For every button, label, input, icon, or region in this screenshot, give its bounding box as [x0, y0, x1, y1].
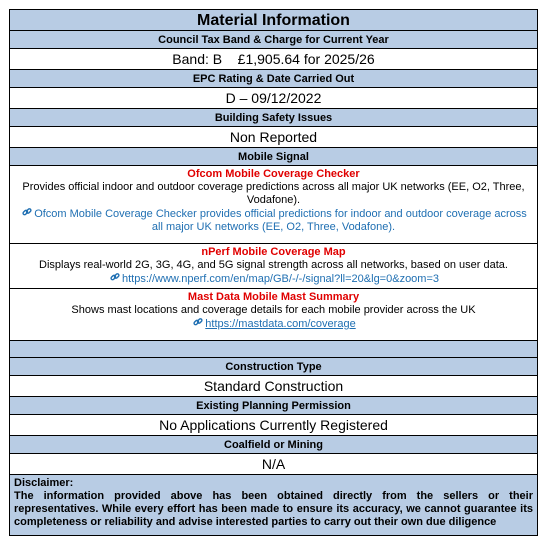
coalfield-header: Coalfield or Mining	[10, 436, 537, 454]
mastdata-link-text[interactable]: https://mastdata.com/coverage	[205, 318, 356, 330]
section-spacer	[10, 341, 537, 358]
link-chain-icon	[20, 207, 34, 221]
epc-header: EPC Rating & Date Carried Out	[10, 70, 537, 88]
nperf-link[interactable]	[16, 272, 531, 286]
ofcom-link[interactable]	[16, 207, 531, 234]
nperf-section	[10, 244, 537, 289]
nperf-name: nPerf Mobile Coverage Map	[201, 246, 346, 258]
nperf-link-text[interactable]: https://www.nperf.com/en/map/GB/-/-/signal?ll=20&lg=0&zoom=3	[121, 273, 440, 285]
mastdata-section	[10, 289, 537, 341]
disclaimer-heading: Disclaimer:	[14, 477, 74, 489]
mastdata-link[interactable]	[16, 317, 531, 331]
ofcom-link-text[interactable]: Ofcom Mobile Coverage Checker provides official predictions for indoor and outdoor coverage across all major UK networks (EE, O2, Three, Vodafone).	[34, 208, 527, 233]
link-chain-icon	[108, 272, 122, 286]
building-safety-header: Building Safety Issues	[10, 109, 537, 127]
council-tax-header: Council Tax Band & Charge for Current Year	[10, 31, 537, 49]
disclaimer-body: The information provided above has been obtained directly from the sellers or their representatives. While every effort has been made to ensure its accuracy, we cannot guarantee its completeness or reliability and advise interested parties to carry out their own due diligence	[14, 490, 533, 528]
planning-value: No Applications Currently Registered	[10, 415, 537, 436]
mastdata-description: Shows mast locations and coverage details for each mobile provider across the UK	[71, 304, 476, 316]
material-information-table	[9, 9, 538, 536]
disclaimer	[10, 475, 537, 535]
link-chain-icon	[191, 317, 205, 331]
epc-value: D – 09/12/2022	[10, 88, 537, 109]
ofcom-description: Provides official indoor and outdoor coverage predictions across all major UK networks (EE, O2, Three, Vodafone).	[22, 181, 525, 206]
nperf-description: Displays real-world 2G, 3G, 4G, and 5G signal strength across all networks, based on user data.	[39, 259, 508, 271]
construction-value: Standard Construction	[10, 376, 537, 397]
ofcom-section	[10, 166, 537, 244]
mobile-signal-header: Mobile Signal	[10, 148, 537, 166]
construction-header: Construction Type	[10, 358, 537, 376]
building-safety-value: Non Reported	[10, 127, 537, 148]
page-title: Material Information	[10, 10, 537, 31]
council-tax-value: Band: B £1,905.64 for 2025/26	[10, 49, 537, 70]
planning-header: Existing Planning Permission	[10, 397, 537, 415]
ofcom-name: Ofcom Mobile Coverage Checker	[187, 168, 360, 180]
coalfield-value: N/A	[10, 454, 537, 475]
mastdata-name: Mast Data Mobile Mast Summary	[187, 291, 360, 303]
